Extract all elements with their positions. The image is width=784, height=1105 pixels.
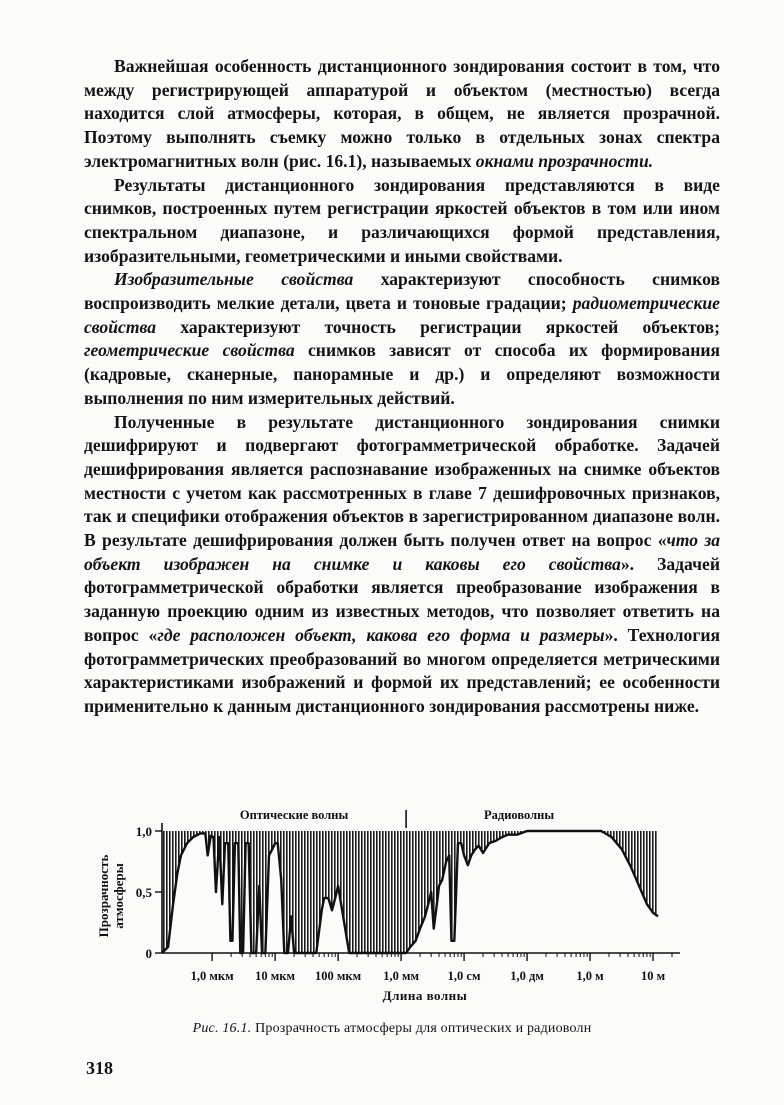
paragraph-run: где расположен объект, какова его форма и размеры [157, 624, 605, 645]
y-axis-label: атмосферы [111, 863, 126, 929]
region-label: Радиоволны [484, 808, 555, 822]
x-tick-label: 10 мкм [255, 969, 296, 983]
paragraph-run: что за объект изображен на снимке и каковы его свойства [84, 530, 720, 574]
figure-caption [0, 1021, 784, 1037]
x-tick-label: 1,0 мкм [190, 969, 234, 983]
x-tick-label: 1,0 мм [383, 969, 419, 983]
paragraph-run: Полученные в результате дистанционного зондирования снимки дешифрируют и подвергают фотограмметрической обработке. Задачей дешифрирования является распознавание изображенных на снимке объектов местности с учетом как рассмотренных в главе 7 дешифровочных признаков, так и специфики отображения объектов в зарегистрированном диапазоне волн. В результате дешифрирования должен быть получен ответ на вопрос « [84, 411, 720, 551]
paragraph-run: ». Задачей фотограмметрической обработки является преобразование изображения в заданную проекцию одним из известных методов, что позволяет ответить на вопрос « [84, 553, 720, 645]
paragraph-4 [84, 411, 720, 719]
x-tick-label: 1,0 м [576, 969, 604, 983]
region-label: Оптические волны [239, 808, 349, 822]
paragraph-run: ». Технология фотограмметрических преобразований во многом определяется метрическими характеристиками изображений и формой их представлений; ее особенности применительно к данным дистанционного зондирования рассмотрены ниже. [84, 624, 720, 716]
paragraph-run: Результаты дистанционного зондирования представляются в виде снимков, построенных путем регистрации яркостей объектов в том или ином спектральном диапазоне, и различающихся формой представления, изобразительными, геометрическими и иными свойствами. [84, 174, 720, 266]
x-axis-label: Длина волны [382, 988, 468, 1003]
x-tick-label: 1,0 см [447, 969, 481, 983]
paragraph-run: характеризуют способность снимков воспроизводить мелкие детали, цвета и тоновые градации; [84, 269, 720, 314]
x-tick-label: 1,0 дм [510, 969, 544, 983]
paragraph-run: геометрические свойства [84, 340, 295, 361]
paragraph-run: Важнейшая особенность дистанционного зондирования состоит в том, что между регистрирующей аппаратурой и объектом (местностью) всегда находится слой атмосферы, которая, в общем, не является прозрачной. Поэтому выполнять съемку можно только в отдельных зонах спектра электромагнитных волн (рис. 16.1), называемых [84, 56, 720, 171]
x-tick-label: 100 мкм [315, 969, 362, 983]
y-axis-label: Прозрачность [96, 854, 111, 938]
page-number: 318 [86, 1058, 113, 1078]
paragraph-run: характеризуют точность регистрации яркостей объектов; [156, 316, 720, 337]
caption-label: Рис. 16.1. [192, 1021, 252, 1036]
caption-text: Прозрачность атмосферы для оптических и радиоволн [255, 1021, 592, 1036]
paragraph-run: снимков зависят от способа их формирования (кадровые, сканерные, панорамные и др.) и определяют возможности выполнения по ним измерительных действий. [84, 340, 720, 408]
paragraph-run: Изобразительные свойства [114, 269, 354, 290]
y-tick-label: 0,5 [135, 885, 152, 900]
y-tick-label: 0 [145, 946, 152, 961]
paragraph-1 [84, 55, 720, 174]
absorption-hatch-area [162, 831, 658, 953]
paragraph-run: окнами прозрачности. [475, 150, 654, 171]
paragraph-2 [84, 174, 720, 269]
x-tick-label: 10 м [640, 969, 666, 983]
paragraph-run: радиометрические свойства [84, 293, 720, 337]
atmospheric-transparency-chart [88, 795, 708, 1020]
body-text [84, 55, 720, 719]
y-tick-label: 1,0 [135, 824, 152, 839]
paragraph-3 [84, 268, 720, 410]
